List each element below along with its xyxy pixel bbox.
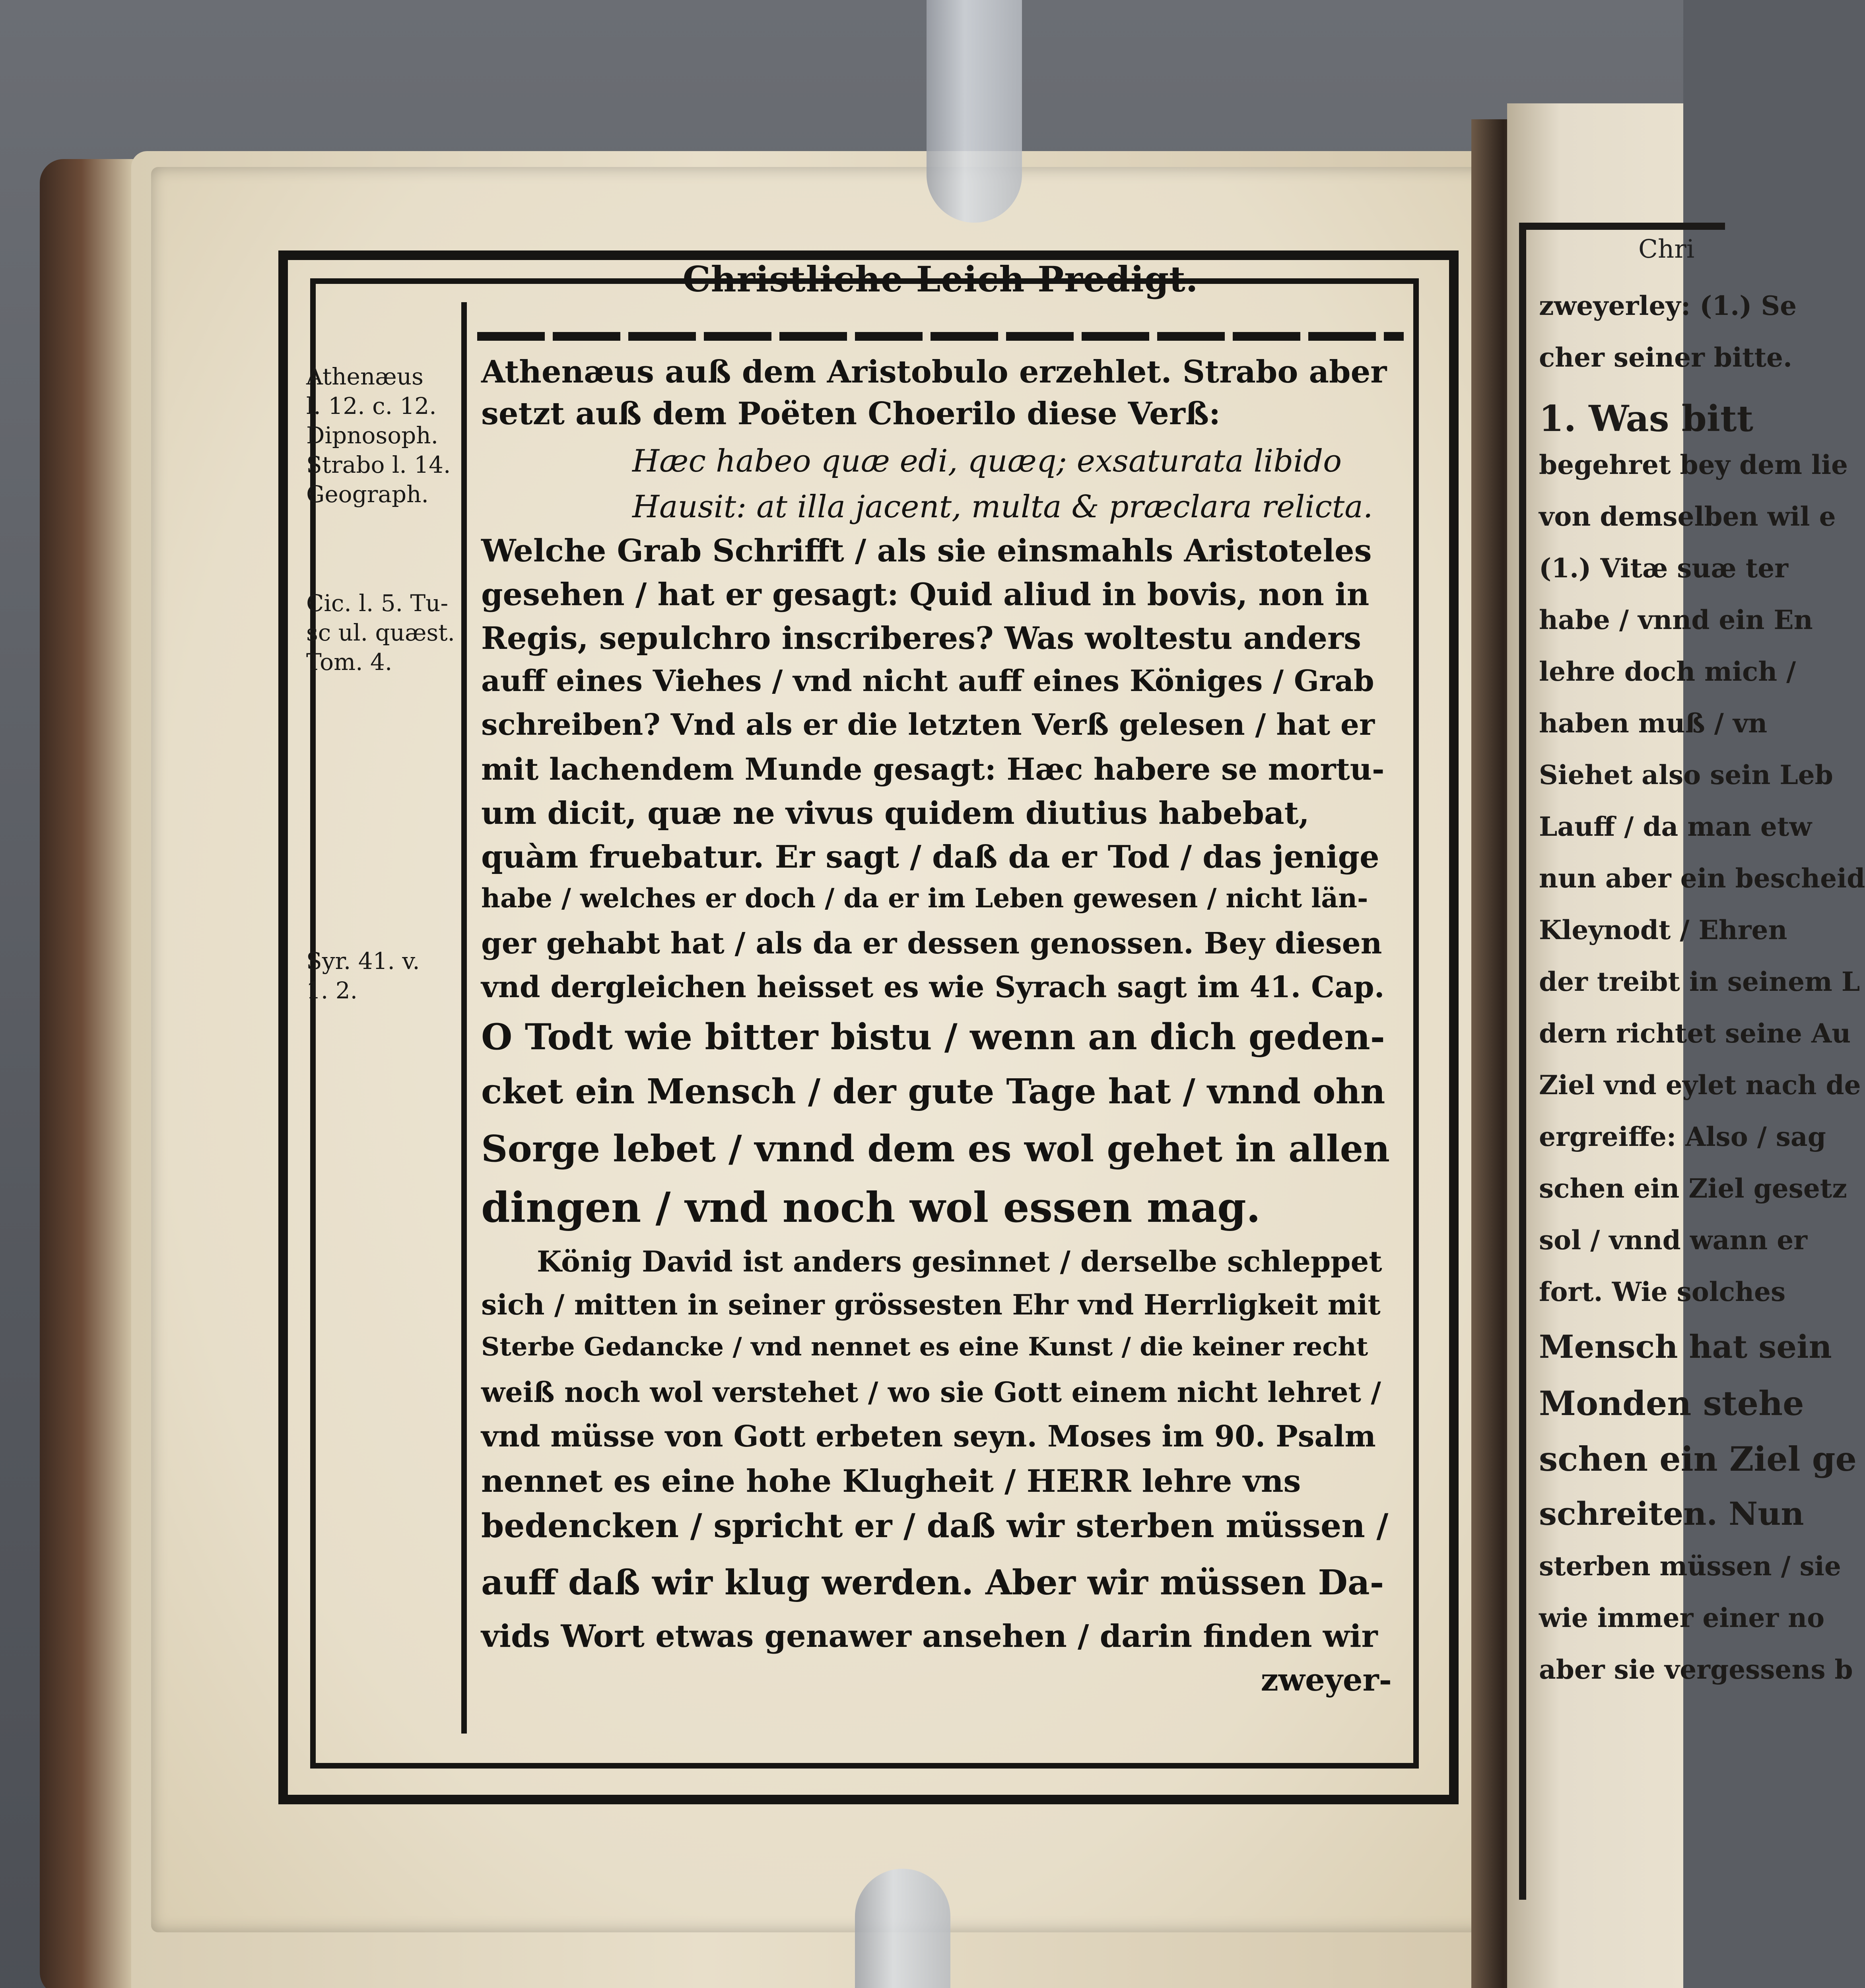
text-line: habe / welches er doch / da er im Leben gewesen / nicht län- [481, 883, 1368, 914]
text-line: Welche Grab Schrifft / als sie einsmahls Aristoteles [481, 533, 1372, 569]
right-page-line: fort. Wie solches [1539, 1276, 1786, 1307]
catchword: zweyer- [1261, 1662, 1392, 1698]
right-page-line: Ziel vnd eylet nach de [1539, 1070, 1861, 1101]
text-line: vids Wort etwas genawer ansehen / darin finden wir [481, 1618, 1378, 1654]
right-page-line: Lauff / da man etw [1539, 811, 1812, 842]
text-line: um dicit, quæ ne vivus quidem diutius habebat, [481, 795, 1309, 831]
running-head: Christliche Leich Predigt. [682, 258, 1199, 300]
right-page-line: habe / vnnd ein En [1539, 604, 1813, 635]
right-page-line: aber sie vergessens b [1539, 1654, 1853, 1685]
right-page-line: sol / vnnd wann er [1539, 1225, 1808, 1256]
text-line: mit lachendem Munde gesagt: Hæc habere se mortu- [481, 751, 1385, 787]
right-page-line: schreiten. Nun [1539, 1495, 1804, 1532]
right-page-head: Chri [1638, 235, 1695, 264]
text-line: Athenæus auß dem Aristobulo erzehlet. Strabo aber [481, 354, 1387, 390]
right-page-line: wie immer einer no [1539, 1602, 1825, 1633]
right-page-line: von demselben wil e [1539, 501, 1836, 532]
right-page-line: schen ein Ziel gesetz [1539, 1173, 1847, 1204]
right-page-line: Mensch hat sein [1539, 1328, 1832, 1365]
text-line: setzt auß dem Poëten Choerilo diese Verß: [481, 396, 1220, 432]
text-line: sich / mitten in seiner grössesten Ehr vnd Herrligkeit mit [481, 1288, 1381, 1321]
text-line: König David ist anders gesinnet / derselbe schleppet [537, 1244, 1382, 1278]
right-page-line: Kleynodt / Ehren [1539, 914, 1787, 945]
right-page-line: ergreiffe: Also / sag [1539, 1121, 1826, 1152]
text-line: gesehen / hat er gesagt: Quid aliud in bovis, non in [481, 577, 1370, 613]
right-page-line: sterben müssen / sie [1539, 1551, 1841, 1582]
text-line: weiß noch wol verstehet / wo sie Gott einem nicht lehret / [481, 1376, 1381, 1409]
text-line: auff eines Viehes / vnd nicht auff eines Königes / Grab [481, 664, 1374, 698]
right-page-line: Siehet also sein Leb [1539, 759, 1833, 790]
text-line: Hausit: at illa jacent, multa & præclara relicta. [632, 489, 1373, 525]
top-clip [927, 0, 1022, 223]
right-page-line: schen ein Ziel ge [1539, 1439, 1857, 1479]
right-page-line: haben muß / vn [1539, 708, 1768, 739]
text-line: cket ein Mensch / der gute Tage hat / vnnd ohn [481, 1072, 1385, 1112]
margin-note: Athenæus l. 12. c. 12. Dipnosoph. Strabo l. 14. Geograph. [306, 363, 451, 508]
text-line: vnd dergleichen heisset es wie Syrach sagt im 41. Cap. [481, 970, 1385, 1004]
margin-column-rule [461, 302, 467, 1734]
text-line: Regis, sepulchro inscriberes? Was woltestu anders [481, 620, 1361, 656]
right-page-line: begehret bey dem lie [1539, 449, 1848, 480]
text-line: dingen / vnd noch wol essen mag. [481, 1183, 1261, 1232]
right-page-line: lehre doch mich / [1539, 656, 1796, 687]
margin-note: Syr. 41. v. 1. 2. [306, 947, 420, 1004]
right-page-line: Monden stehe [1539, 1384, 1804, 1423]
text-line: auff daß wir klug werden. Aber wir müssen Da- [481, 1563, 1384, 1603]
text-line: nennet es eine hohe Klugheit / HERR lehre vns [481, 1463, 1301, 1499]
text-line: quàm fruebatur. Er sagt / daß da er Tod / das jenige [481, 839, 1379, 875]
text-line: Sorge lebet / vnnd dem es wol gehet in allen [481, 1127, 1390, 1170]
text-line: Sterbe Gedancke / vnd nennet es eine Kunst / die keiner recht [481, 1332, 1368, 1362]
right-page-line: der treibt in seinem L [1539, 966, 1860, 997]
text-line: ger gehabt hat / als da er dessen genossen. Bey diesen [481, 926, 1382, 961]
header-rule [477, 332, 1404, 341]
right-page [1507, 103, 1865, 1988]
bottom-clip [855, 1869, 950, 1988]
text-line: schreiben? Vnd als er die letzten Verß gelesen / hat er [481, 708, 1375, 742]
margin-note: Cic. l. 5. Tu- sc ul. quæst. Tom. 4. [306, 590, 455, 676]
text-line: vnd müsse von Gott erbeten seyn. Moses im 90. Psalm [481, 1419, 1376, 1454]
text-line: Hæc habeo quæ edi, quæq; exsaturata libido [632, 443, 1342, 479]
text-line: O Todt wie bitter bistu / wenn an dich geden- [481, 1016, 1385, 1058]
right-page-line: dern richtet seine Au [1539, 1018, 1851, 1049]
right-page-line: nun aber ein bescheid [1539, 863, 1865, 894]
right-page-line: (1.) Vitæ suæ ter [1539, 553, 1788, 584]
text-line: bedencken / spricht er / daß wir sterben müssen / [481, 1507, 1389, 1545]
right-page-line: 1. Was bitt [1539, 398, 1754, 440]
right-page-line: cher seiner bitte. [1539, 342, 1793, 373]
right-page-line: zweyerley: (1.) Se [1539, 290, 1797, 321]
